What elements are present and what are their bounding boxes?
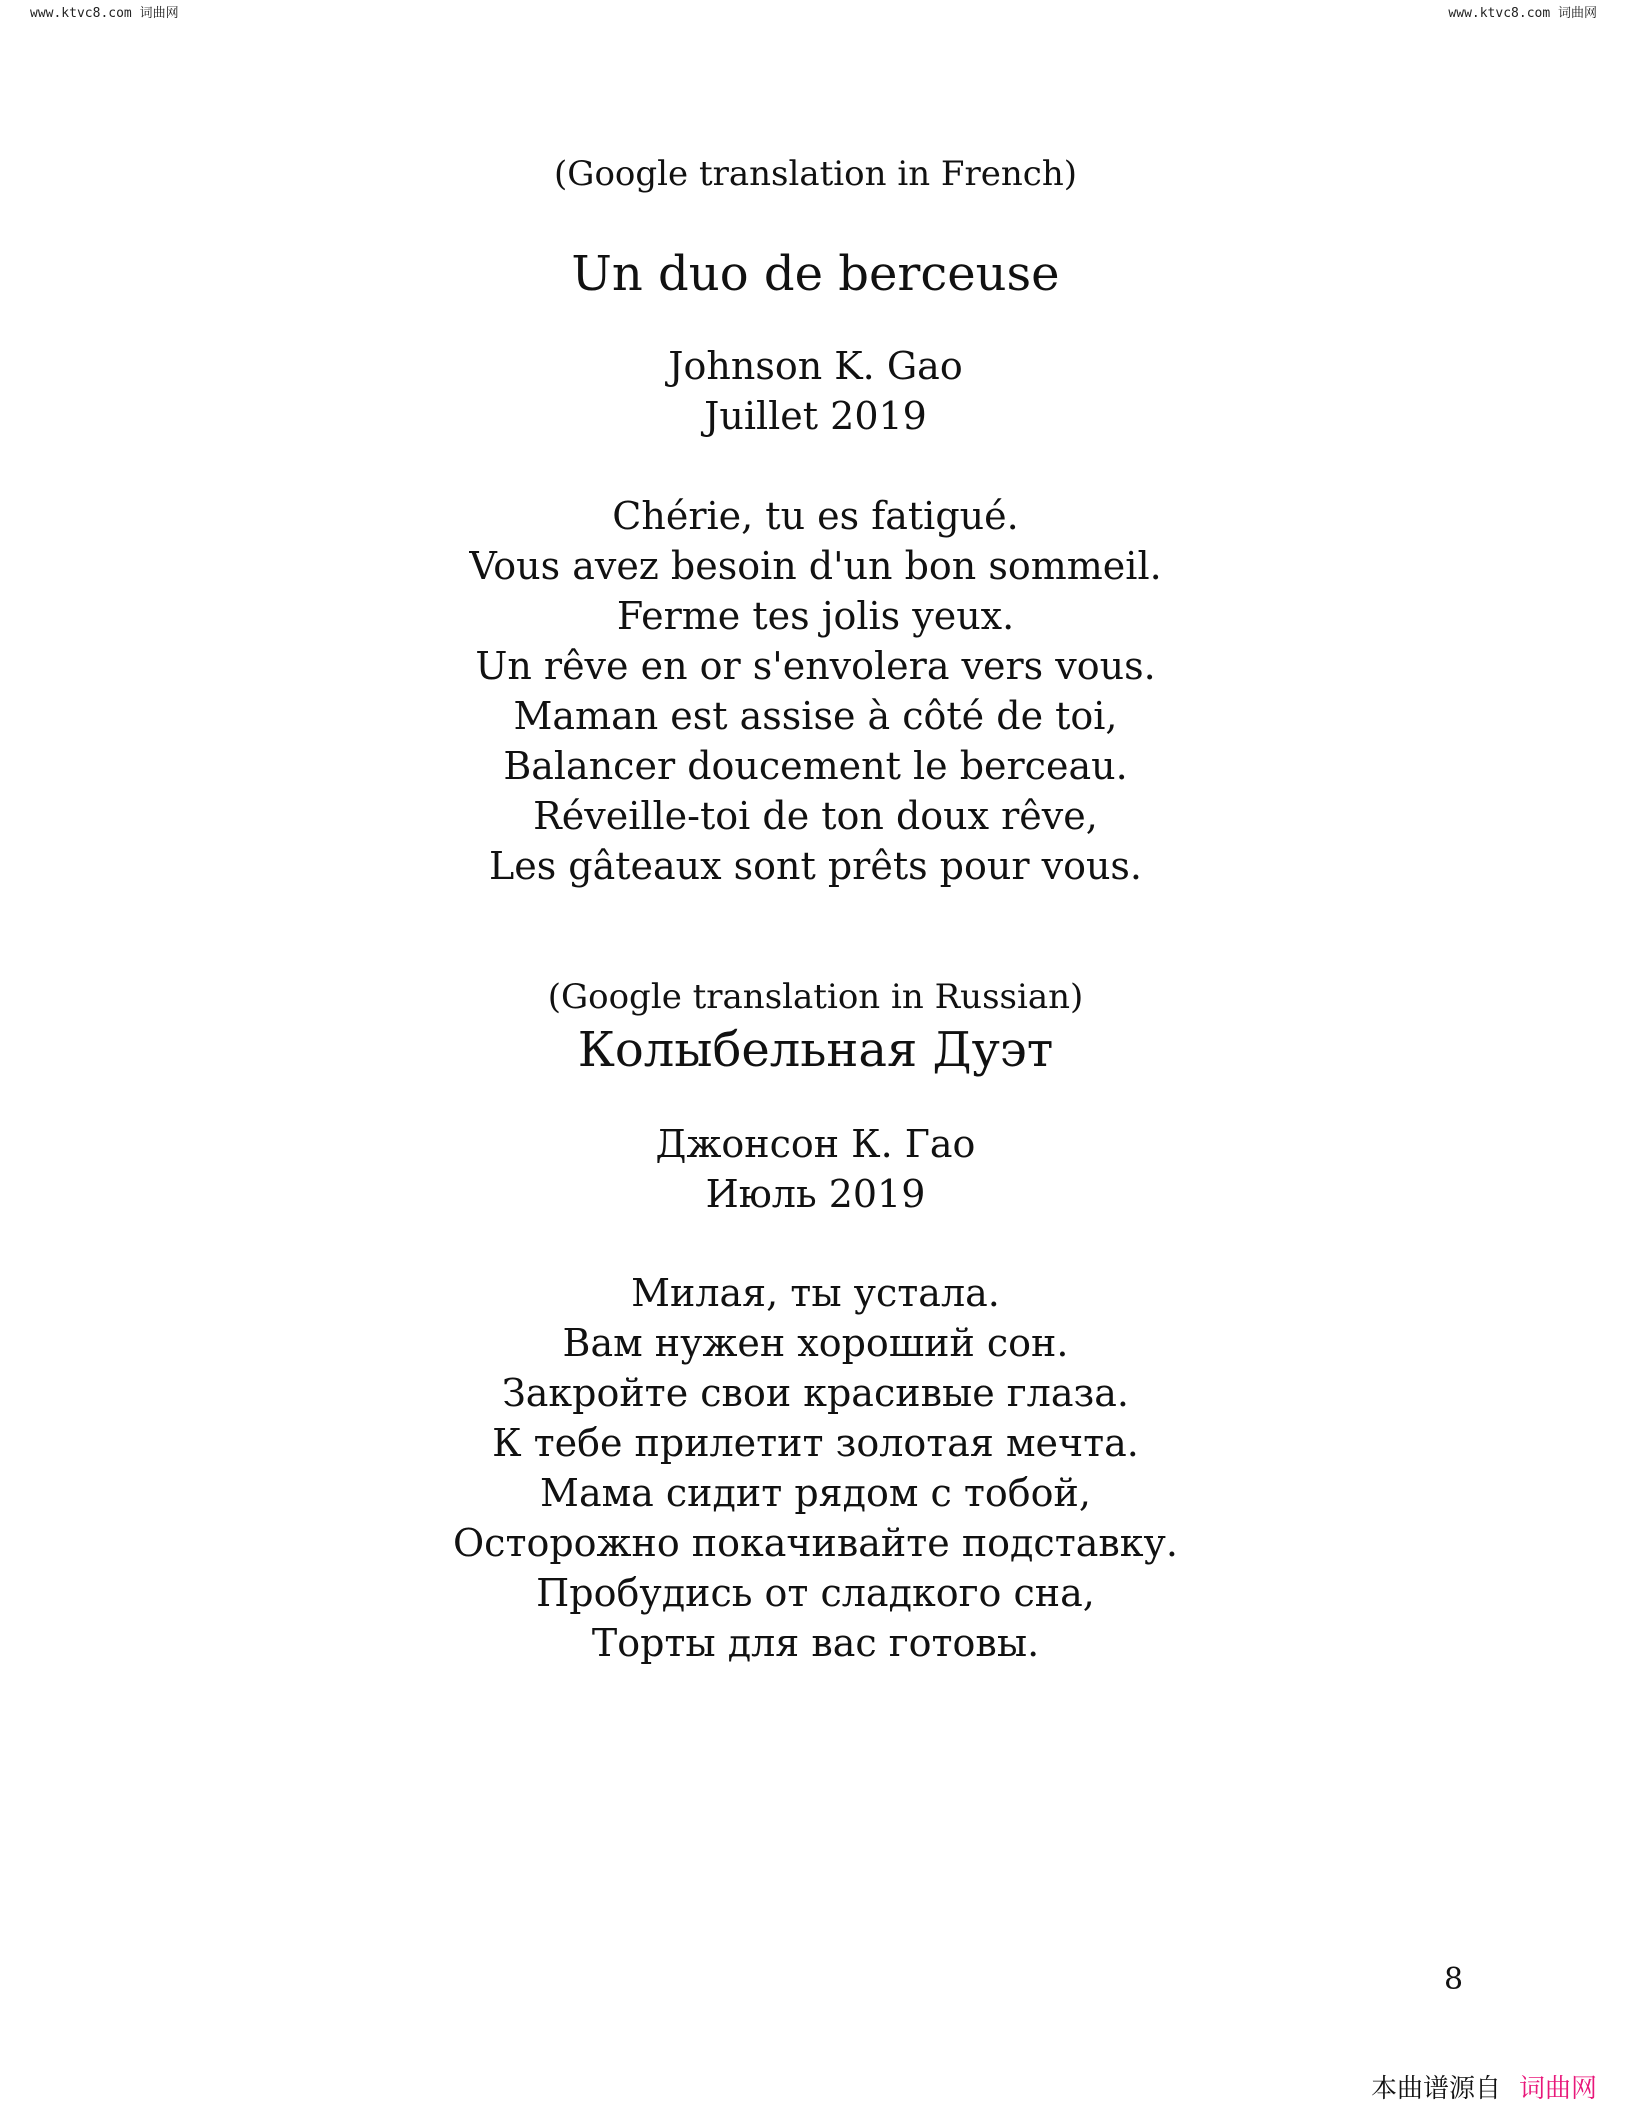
lyric-line: Maman est assise à côté de toi,: [513, 694, 1118, 738]
lyric-line: Ferme tes jolis yeux.: [616, 594, 1015, 638]
french-byline: [0, 341, 1631, 441]
french-translation-note: (Google translation in French): [554, 154, 1077, 194]
lyric-line: Милая, ты устала.: [631, 1271, 1000, 1315]
lyric-line: Мама сидит рядом с тобой,: [540, 1471, 1091, 1515]
page-number: 8: [1444, 1962, 1464, 1997]
french-date: Juillet 2019: [704, 394, 927, 438]
lyric-line: Осторожно покачивайте подставку.: [453, 1521, 1178, 1565]
lyric-line: К тебе прилетит золотая мечта.: [492, 1421, 1139, 1465]
french-author: Johnson K. Gao: [668, 344, 963, 388]
footer-source-label: 本曲谱源自: [1370, 2074, 1501, 2104]
lyric-line: Les gâteaux sont prêts pour vous.: [488, 844, 1143, 888]
footer-source-brand[interactable]: 词曲网: [1518, 2074, 1597, 2104]
footer-source: [1371, 2072, 1597, 2106]
lyric-line: Réveille-toi de ton doux rêve,: [533, 794, 1098, 838]
lyric-line: Balancer doucement le berceau.: [503, 744, 1128, 788]
lyric-line: Vous avez besoin d'un bon sommeil.: [469, 544, 1162, 588]
watermark-top-left: www.ktvc8.com 词曲网: [30, 6, 179, 21]
lyric-line: Chérie, tu es fatigué.: [612, 494, 1019, 538]
russian-date: Июль 2019: [705, 1172, 926, 1216]
french-lyrics: [0, 491, 1631, 891]
russian-lyrics: [0, 1268, 1631, 1668]
russian-title: Колыбельная Дуэт: [577, 1022, 1054, 1078]
lyric-line: Пробудись от сладкого сна,: [536, 1571, 1095, 1615]
watermark-top-right: www.ktvc8.com 词曲网: [1448, 6, 1597, 21]
lyric-line: Вам нужен хороший сон.: [562, 1321, 1069, 1365]
russian-byline: [0, 1119, 1631, 1219]
lyric-line: Торты для вас готовы.: [591, 1621, 1040, 1665]
lyric-line: Закройте свои красивые глаза.: [502, 1371, 1129, 1415]
russian-translation-note: (Google translation in Russian): [547, 977, 1084, 1017]
russian-author: Джонсон К. Гао: [655, 1122, 976, 1166]
french-title: Un duo de berceuse: [571, 246, 1060, 302]
lyric-line: Un rêve en or s'envolera vers vous.: [475, 644, 1156, 688]
